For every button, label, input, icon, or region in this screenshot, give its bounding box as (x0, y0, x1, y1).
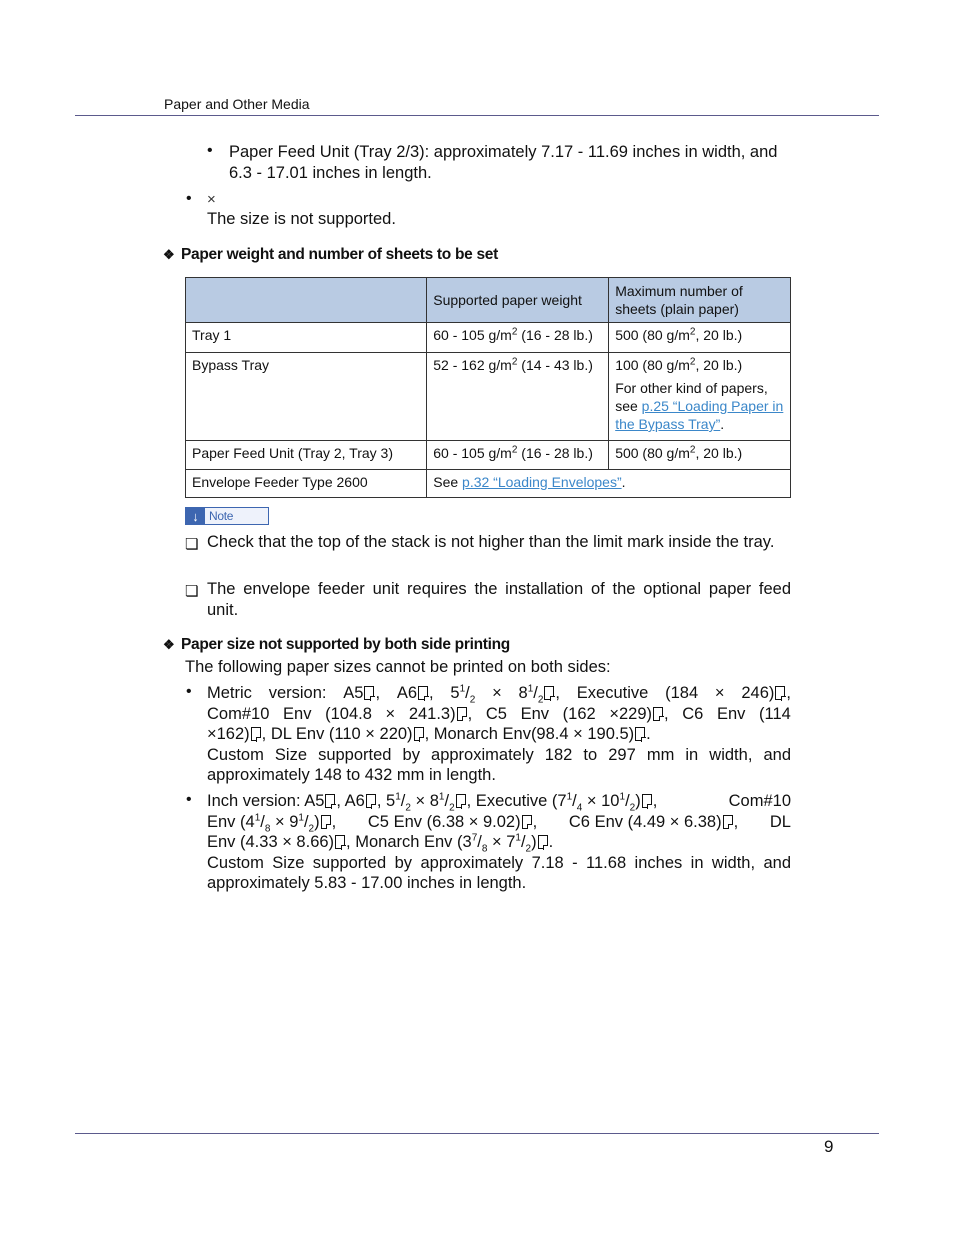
not-supported-text: The size is not supported. (207, 210, 396, 228)
table-row (186, 323, 791, 353)
footer-rule (75, 1133, 879, 1134)
table-cell: 500 (80 $g/m^2$, 20 lb.) (609, 323, 791, 353)
portrait-feed-icon (635, 727, 645, 741)
table-row (186, 470, 791, 498)
section-heading-duplex: ❖ Paper size not supported by both side printing (163, 636, 510, 653)
bypass-tray-link[interactable]: p.25 “Loading Paper in the Bypass Tray” (615, 398, 784, 432)
loading-envelopes-link[interactable]: p.32 “Loading Envelopes” (462, 474, 622, 490)
table-header-cell (186, 278, 427, 323)
bullet-glyph: • (186, 683, 192, 700)
table-header-row (186, 278, 791, 323)
portrait-feed-icon (418, 686, 428, 700)
other-papers-note: For other kind of papers, see p.25 “Loading Paper in the Bypass Tray”. (615, 380, 784, 432)
metric-line: Com#10 Env (104.8 × 241.3) , C5 Env (162 ×229) , C6 Env (114 (207, 704, 791, 723)
table-cell: 52 - 162 $g/m^2$ (14 - 43 lb.) (427, 353, 609, 441)
table-row (186, 441, 791, 470)
table-cell (609, 353, 791, 441)
metric-line: Metric version: A5 , A6 , $5^1/_2$ × $8^1/_2$ , Executive (184 × 246) , (207, 683, 791, 706)
metric-custom-size: Custom Size supported by approximately 182 to 297 mm in width, and approximately 148 to 432 mm in length. (207, 745, 791, 784)
section-heading-weight: ❖ Paper weight and number of sheets to be set (163, 246, 498, 263)
table-cell: Paper Feed Unit (Tray 2, Tray 3) (186, 441, 427, 470)
table-cell: Tray 1 (186, 323, 427, 353)
checkbox-icon: ❏ (185, 536, 199, 553)
inch-line: Env $(4^1/_8 \times 9^1/_2)$ , C5 Env (6.38 × 9.02) , C6 Env (4.49 × 6.38) , DL (207, 812, 791, 834)
metric-line: ×162) , DL Env (110 × 220) , Monarch Env(98.4 × 190.5) . (207, 725, 651, 743)
portrait-feed-icon (335, 835, 345, 849)
inch-line: Inch version: A5 , A6 , $5^1/_2 \times 8^1/_2$ , Executive $(7^1/_4 \times 10^1/_2)$ , Com#10 (207, 791, 791, 814)
table-header-cell: Supported paper weight (427, 278, 609, 323)
portrait-feed-icon (456, 794, 466, 808)
note-badge (185, 507, 269, 525)
table-cell: 500 (80 $g/m^2$, 20 lb.) (609, 441, 791, 470)
portrait-feed-icon (544, 686, 554, 700)
table-cell: 60 - 105 $g/m^2$ (16 - 28 lb.) (427, 441, 609, 470)
bullet-glyph: • (207, 142, 213, 159)
duplex-intro: The following paper sizes cannot be printed on both sides: (185, 658, 611, 676)
portrait-feed-icon (457, 707, 467, 721)
table-row (186, 353, 791, 441)
section-header: Paper and Other Media (164, 96, 310, 112)
portrait-feed-icon (723, 815, 733, 829)
tray23-text: Paper Feed Unit (Tray 2/3): approximately 7.17 - 11.69 inches in width, and 6.3 - 17.01 inches in length. (229, 143, 778, 182)
portrait-feed-icon (522, 815, 532, 829)
portrait-feed-icon (366, 794, 376, 808)
inch-custom-size: Custom Size supported by approximately 7.18 - 11.68 inches in width, and approximately 5.83 - 17.00 inches in length. (207, 853, 791, 892)
table-cell: See p.32 “Loading Envelopes”. (427, 470, 791, 498)
portrait-feed-icon (364, 686, 374, 700)
diamond-bullet-icon: ❖ (163, 247, 175, 262)
portrait-feed-icon (321, 815, 331, 829)
note-item: Check that the top of the stack is not higher than the limit mark inside the tray. (207, 533, 775, 551)
inch-sizes (207, 791, 791, 894)
table-cell: Bypass Tray (186, 353, 427, 441)
header-rule (75, 115, 879, 116)
portrait-feed-icon (775, 686, 785, 700)
portrait-feed-icon (653, 707, 663, 721)
note-item: The envelope feeder unit requires the installation of the optional paper feed unit. (207, 580, 791, 619)
note-label: Note (209, 509, 234, 523)
portrait-feed-icon (251, 727, 261, 741)
max-sheets-value: 100 (80 $g/m^2$, 20 lb.) (615, 356, 743, 373)
x-mark-icon: × (207, 191, 216, 208)
bullet-glyph: • (186, 190, 192, 207)
portrait-feed-icon (642, 794, 652, 808)
table-cell: 60 - 105 $g/m^2$ (16 - 28 lb.) (427, 323, 609, 353)
down-arrow-icon: ↓ (186, 508, 205, 524)
page-number: 9 (824, 1137, 834, 1156)
paper-weight-table (185, 277, 791, 498)
table-header-cell: Maximum number of sheets (plain paper) (609, 278, 791, 323)
diamond-bullet-icon: ❖ (163, 637, 175, 652)
portrait-feed-icon (538, 835, 548, 849)
table-cell: Envelope Feeder Type 2600 (186, 470, 427, 498)
bullet-glyph: • (186, 791, 192, 808)
portrait-feed-icon (414, 727, 424, 741)
checkbox-icon: ❏ (185, 583, 199, 600)
inch-line: Env (4.33 × 8.66) , Monarch Env $(3^7/_8 \times 7^1/_2)$ . (207, 832, 554, 855)
portrait-feed-icon (325, 794, 335, 808)
metric-sizes (207, 683, 791, 786)
